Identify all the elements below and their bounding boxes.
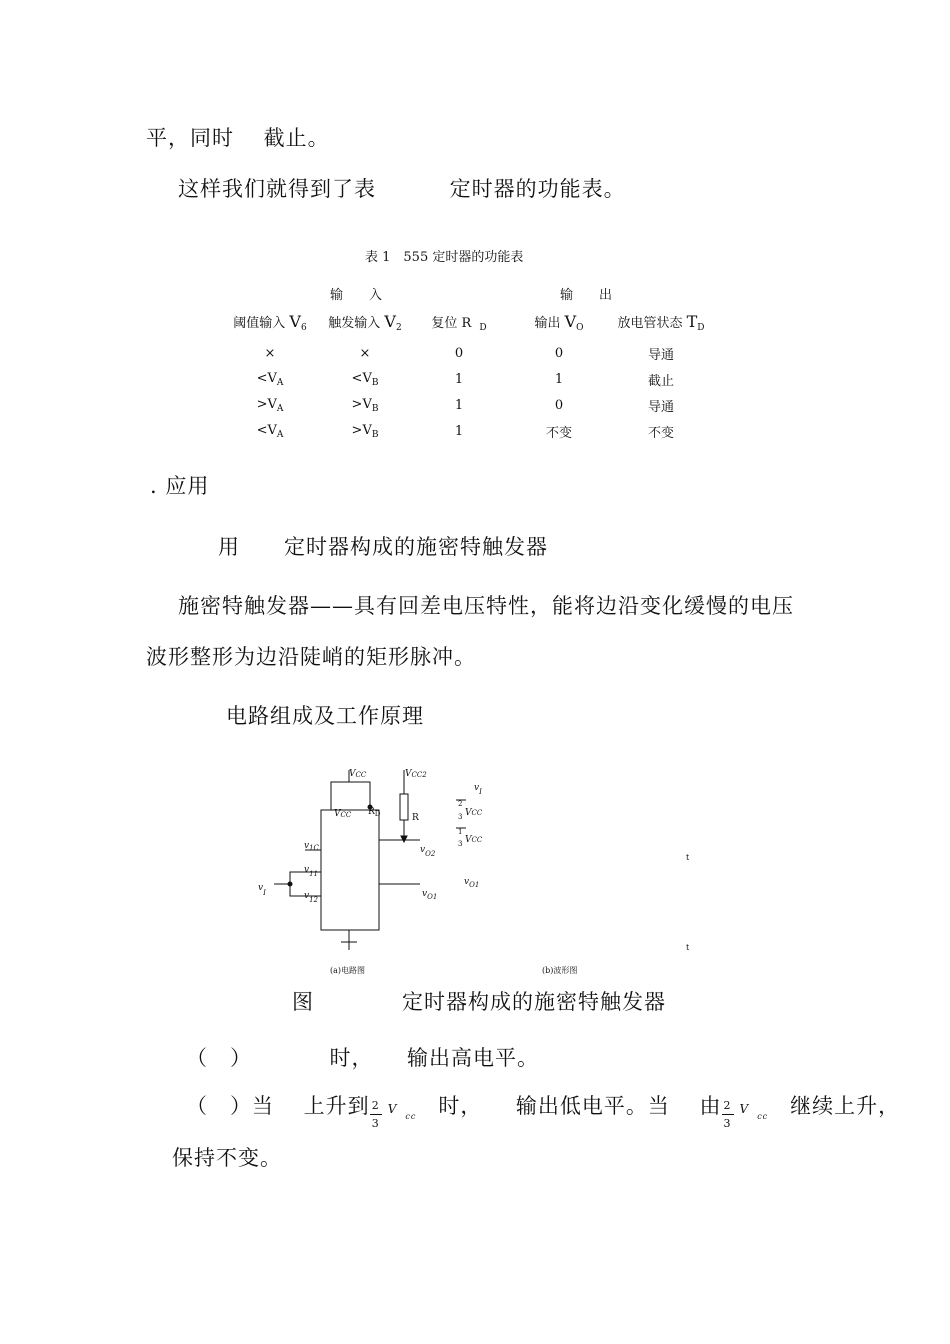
definition-line-2: 波形整形为边沿陡峭的矩形脉冲。 bbox=[146, 645, 476, 669]
waveform-labels bbox=[458, 783, 690, 952]
fraction-two-thirds-vcc-2: $\frac{2}{3}$ bbox=[723, 1099, 732, 1130]
wave-label-vo1: $v_{O1}$ bbox=[464, 877, 480, 889]
vcc-loop-wire bbox=[331, 782, 370, 810]
label-rd: $R_D$ bbox=[368, 807, 381, 818]
schmitt-trigger-figure bbox=[250, 760, 710, 982]
resistor-r bbox=[400, 794, 408, 820]
circuit-heading: 电路组成及工作原理 bbox=[226, 704, 424, 728]
wave-frac-13-den: 3 bbox=[458, 840, 463, 848]
group-output-label: 输 出 bbox=[560, 287, 613, 303]
case-2-continuation: 保持不变。 bbox=[172, 1146, 282, 1170]
vo2-arrow bbox=[401, 836, 407, 842]
wave-t-label-1: t bbox=[686, 853, 690, 862]
wave-vcc-1: VCC bbox=[465, 808, 483, 818]
label-vo1: $v_{O1}$ bbox=[422, 889, 438, 901]
case-1: （ ） 时， 输出高电平。 bbox=[186, 1046, 539, 1070]
fraction-two-thirds-vcc: $\frac{2}{3}$ bbox=[371, 1099, 380, 1130]
label-v1c: $v_{1C}$ bbox=[304, 841, 319, 852]
table-row: $>V_A$ $>V_B$ 1 0 导通 bbox=[256, 396, 674, 415]
table-row: $<V_A$ $>V_B$ 1 不变 不变 bbox=[256, 422, 674, 441]
header-discharge: 放电管状态 $T_D$ bbox=[617, 311, 705, 333]
figure-caption: 图 定时器构成的施密特触发器 bbox=[292, 990, 666, 1014]
wave-label-vi: $v_I$ bbox=[474, 783, 482, 796]
header-trigger: 触发输入 $V_2$ bbox=[328, 311, 402, 333]
header-reset: 复位 R $_D$ bbox=[431, 315, 487, 333]
label-vo2: $v_{O2}$ bbox=[420, 845, 436, 858]
table-group-row bbox=[220, 282, 712, 304]
section-heading-apply: . 应用 bbox=[150, 474, 210, 498]
function-table bbox=[220, 282, 712, 444]
wave-t-label-2: t bbox=[686, 943, 690, 952]
subcaption-b: (b)波形图 bbox=[542, 966, 578, 975]
table-row: × × 0 0 导通 bbox=[264, 345, 674, 363]
label-vcc-top: VCC bbox=[349, 769, 367, 779]
input-node bbox=[288, 882, 292, 886]
table-header-row bbox=[220, 304, 712, 340]
wave-frac-13-num: 1 bbox=[458, 828, 463, 836]
label-v12: $v_{12}$ bbox=[304, 891, 319, 904]
group-input-label: 输 入 bbox=[330, 287, 383, 303]
table-row: $<V_A$ $<V_B$ 1 1 截止 bbox=[256, 370, 674, 389]
header-output: 输出 $V_O$ bbox=[534, 311, 584, 333]
label-vcc2: VCC2 bbox=[405, 769, 427, 779]
wave-frac-23-num: 2 bbox=[458, 800, 463, 808]
label-v11: $v_{11}$ bbox=[304, 865, 319, 878]
para-line-1: 平，同时 截止。 bbox=[146, 126, 330, 150]
table-caption: 表 1 555 定时器的功能表 bbox=[365, 250, 524, 265]
case-2-line: （ ）当 上升到 $\frac{2}{3}$ $V_{cc}$ 时， 输出低电平。当 由 $\frac{2}{3}$ $V_{cc}$ 继续上升， bbox=[186, 1094, 901, 1130]
subcaption-a: (a)电路图 bbox=[330, 966, 366, 975]
circuit-diagram bbox=[274, 770, 420, 950]
label-vcc-inner: VCC bbox=[334, 809, 352, 819]
wave-vcc-2: VCC bbox=[465, 835, 483, 845]
header-threshold: 阈值输入 $V_6$ bbox=[233, 311, 307, 333]
definition-line-1: 施密特触发器——具有回差电压特性，能将边沿变化缓慢的电压 bbox=[178, 594, 794, 618]
ic-555-body bbox=[321, 810, 379, 930]
sub-heading: 用 定时器构成的施密特触发器 bbox=[218, 535, 548, 559]
para-line-2: 这样我们就得到了表 定时器的功能表。 bbox=[178, 177, 626, 201]
wave-frac-23-den: 3 bbox=[458, 813, 463, 821]
label-r: R bbox=[412, 813, 419, 823]
label-vi: $v_I$ bbox=[258, 883, 266, 897]
